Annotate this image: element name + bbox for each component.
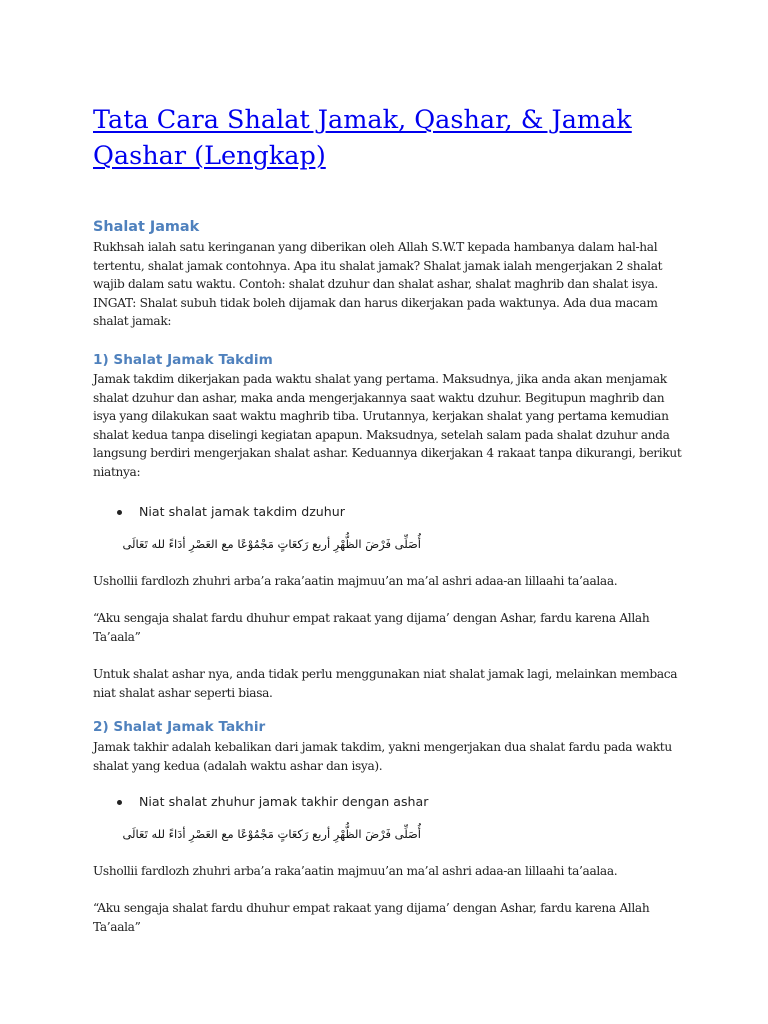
translation-niat-takhir: “Aku sengaja shalat fardu dhuhur empat rakaat yang dijama’ dengan Ashar, fardu karena Allah Ta’aala”	[93, 901, 650, 934]
arabic-niat-takdim: أُصَلِّى فَرْضَ الظُّهْرِ أربع رَكعَاتٍ مَجْمُوْعًا مع العَصْرِ أدَاءً لله تَعَالَى	[122, 537, 421, 551]
list-item-label: Niat shalat jamak takdim dzuhur	[139, 504, 345, 519]
document-title-link[interactable]: Tata Cara Shalat Jamak, Qashar, & Jamak Qashar (Lengkap)	[93, 105, 632, 171]
latin-niat-takhir: Ushollii fardlozh zhuhri arba’a raka’aatin majmuu’an ma’al ashri adaa-an lillaahi ta’aalaa.	[93, 864, 618, 878]
paragraph-jamak-intro: Rukhsah ialah satu keringanan yang diberikan oleh Allah S.W.T kepada hambanya dalam hal-hal tertentu, shalat jamak contohnya. Apa itu shalat jamak? Shalat jamak ialah mengerjakan 2 shalat wajib dalam satu waktu. Contoh: shalat dzuhur dan shalat ashar, shalat maghrib dan shalat isya. INGAT: Shalat subuh tidak boleh dijamak dan harus dikerjakan pada waktunya. Ada dua macam shalat jamak:	[93, 240, 663, 328]
latin-niat-takdim: Ushollii fardlozh zhuhri arba’a raka’aatin majmuu’an ma’al ashri adaa-an lillaahi ta’aalaa.	[93, 574, 618, 588]
heading-jamak-takdim: 1) Shalat Jamak Takdim	[93, 352, 273, 368]
bullet-dot-icon	[117, 800, 122, 805]
heading-shalat-jamak: Shalat Jamak	[93, 219, 200, 235]
bullet-dot-icon	[117, 510, 122, 515]
paragraph-jamak-takhir: Jamak takhir adalah kebalikan dari jamak takdim, yakni mengerjakan dua shalat fardu pada waktu shalat yang kedua (adalah waktu ashar dan isya).	[93, 740, 672, 773]
paragraph-jamak-takdim: Jamak takdim dikerjakan pada waktu shalat yang pertama. Maksudnya, jika anda akan menjamak shalat dzuhur dan ashar, maka anda mengerjakannya saat waktu dzuhur. Begitupun maghrib dan isya yang dilakukan saat waktu maghrib tiba. Urutannya, kerjakan shalat yang pertama kemudian shalat kedua tanpa diselingi kegiatan apapun. Maksudnya, setelah salam pada shalat dzuhur anda langsung berdiri mengerjakan shalat ashar. Keduannya dikerjakan 4 rakaat tanpa dikurangi, berikut niatnya:	[93, 372, 682, 479]
heading-jamak-takhir: 2) Shalat Jamak Takhir	[93, 719, 266, 735]
arabic-niat-takhir: أُصَلِّى فَرْضَ الظُّهْرِ أربع رَكعَاتٍ مَجْمُوْعًا مع العَصْرِ أدَاءً لله تَعَالَى	[122, 827, 421, 841]
paragraph-takdim-note: Untuk shalat ashar nya, anda tidak perlu menggunakan niat shalat jamak lagi, melainkan membaca niat shalat ashar seperti biasa.	[93, 667, 678, 700]
translation-niat-takdim: “Aku sengaja shalat fardu dhuhur empat rakaat yang dijama’ dengan Ashar, fardu karena Allah Ta’aala”	[93, 611, 650, 644]
list-item-label: Niat shalat zhuhur jamak takhir dengan ashar	[139, 794, 429, 809]
